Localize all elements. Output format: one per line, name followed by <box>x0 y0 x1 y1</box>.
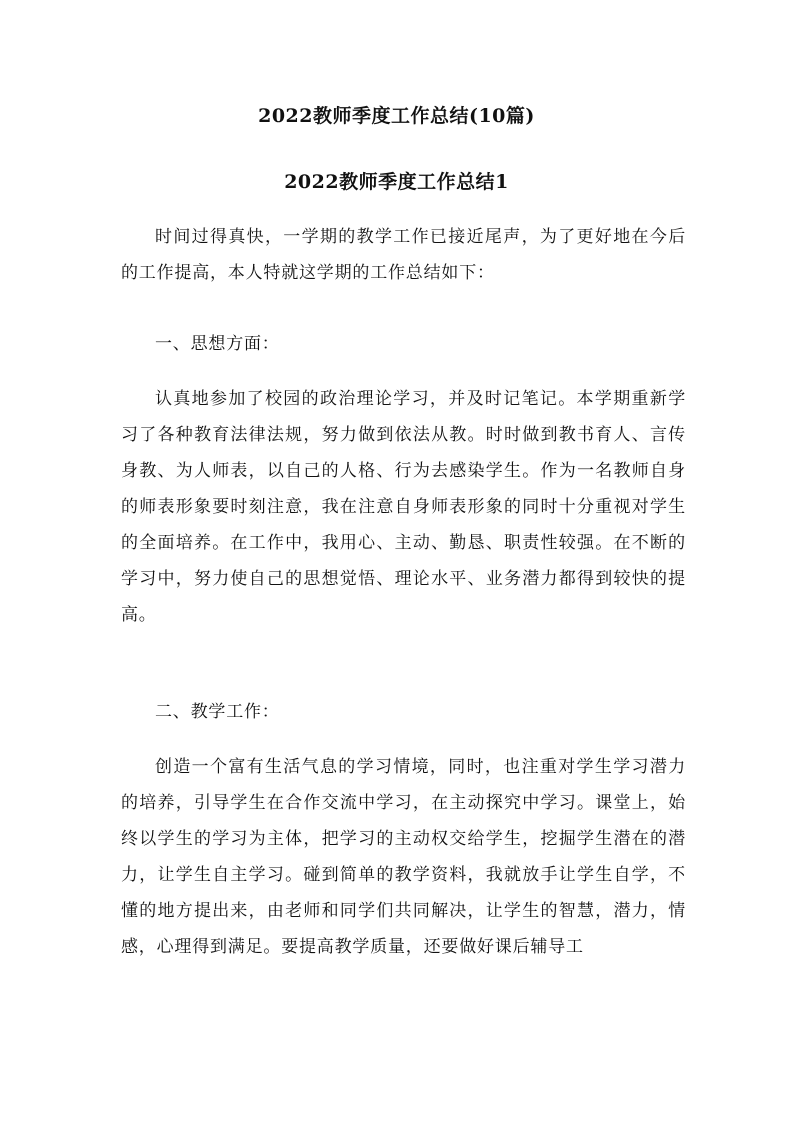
heading-thought: 一、思想方面： <box>155 334 280 354</box>
document-title: 2022教师季度工作总结(10篇) <box>258 105 535 127</box>
thought-paragraph: 认真地参加了校园的政治理论学习，并及时记笔记。本学期重新学习了各种教育法律法规，努力做到依法从教。时时做到教书育人、言传身教、为人师表，以自己的人格、行为去感染学生。作为一名教师自身的师表形象要时刻注意，我在注意自身师表形象的同时十分重视对学生的全面培养。在工作中，我用心、主动、勤恳、职责性较强。在不断的学习中，努力使自己的思想觉悟、理论水平、业务潜力都得到较快的提高。 <box>121 389 686 625</box>
section-title: 2022教师季度工作总结1 <box>284 171 509 193</box>
teaching-paragraph: 创造一个富有生活气息的学习情境，同时，也注重对学生学习潜力的培养，引导学生在合作交流中学习，在主动探究中学习。课堂上，始终以学生的学习为主体，把学习的主动权交给学生，挖掘学生潜在的潜力，让学生自主学习。碰到简单的教学资料，我就放手让学生自学，不懂的地方提出来，由老师和同学们共同解决，让学生的智慧，潜力，情感，心理得到满足。要提高教学质量，还要做好课后辅导工 <box>121 757 686 957</box>
intro-paragraph: 时间过得真快，一学期的教学工作已接近尾声，为了更好地在今后的工作提高，本人特就这学期的工作总结如下： <box>121 227 686 283</box>
heading-teaching: 二、教学工作： <box>155 702 280 722</box>
